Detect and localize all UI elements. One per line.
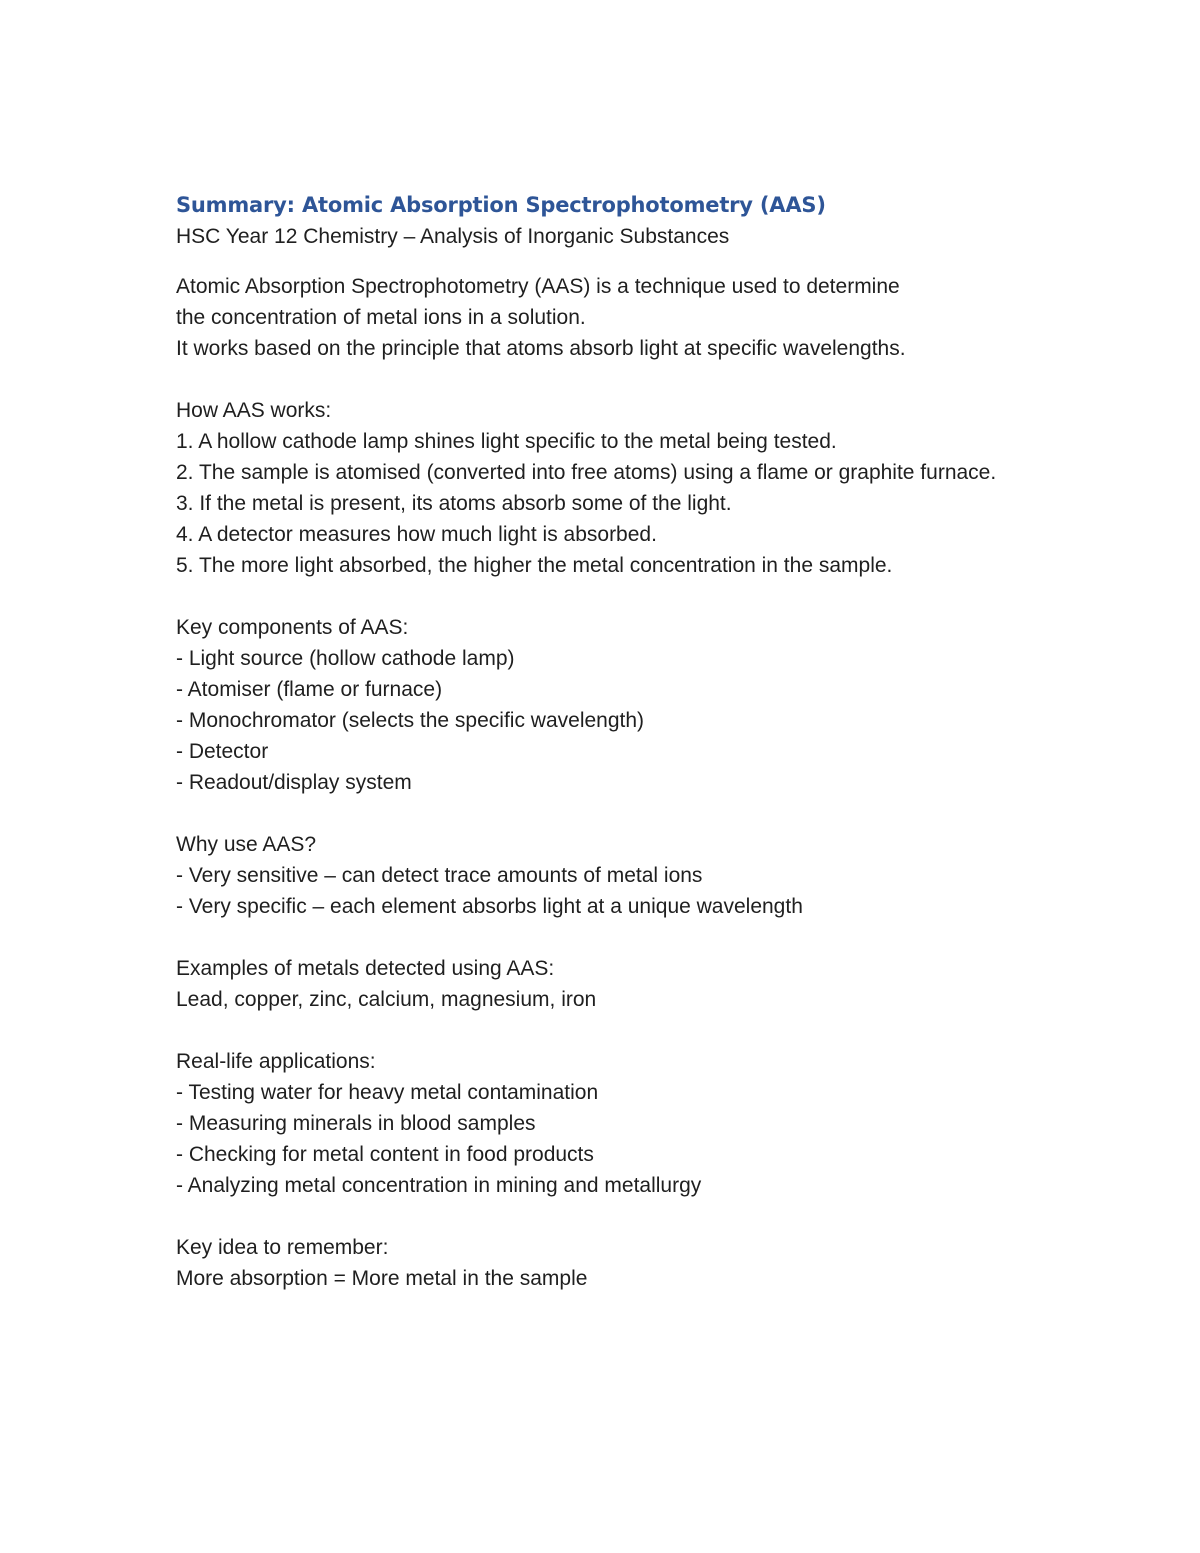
step-item: 4. A detector measures how much light is absorbed.	[176, 523, 657, 546]
section-heading-applications: Real-life applications:	[176, 1050, 376, 1073]
document-title: Summary: Atomic Absorption Spectrophotometry (AAS)	[176, 193, 826, 217]
examples-text: Lead, copper, zinc, calcium, magnesium, iron	[176, 988, 597, 1011]
application-item: - Testing water for heavy metal contamination	[176, 1081, 599, 1104]
component-item: - Light source (hollow cathode lamp)	[176, 647, 515, 670]
application-item: - Analyzing metal concentration in mining and metallurgy	[176, 1174, 702, 1197]
component-item: - Atomiser (flame or furnace)	[176, 678, 443, 701]
application-item: - Measuring minerals in blood samples	[176, 1112, 536, 1135]
step-item: 5. The more light absorbed, the higher the metal concentration in the sample.	[176, 554, 893, 577]
application-item: - Checking for metal content in food products	[176, 1143, 594, 1166]
step-item: 2. The sample is atomised (converted into free atoms) using a flame or graphite furnace.	[176, 461, 997, 484]
paragraph-gap	[176, 922, 1056, 953]
paragraph-gap	[176, 364, 1056, 395]
section-heading-key-idea: Key idea to remember:	[176, 1236, 389, 1259]
document-body	[176, 190, 1056, 1294]
intro-line: Atomic Absorption Spectrophotometry (AAS) is a technique used to determine	[176, 275, 900, 298]
intro-line: It works based on the principle that atoms absorb light at specific wavelengths.	[176, 337, 906, 360]
component-item: - Monochromator (selects the specific wavelength)	[176, 709, 645, 732]
paragraph-gap	[176, 1015, 1056, 1046]
document-subtitle: HSC Year 12 Chemistry – Analysis of Inorganic Substances	[176, 225, 730, 248]
step-item: 1. A hollow cathode lamp shines light specific to the metal being tested.	[176, 430, 837, 453]
section-heading-how-it-works: How AAS works:	[176, 399, 332, 422]
paragraph-gap	[176, 1201, 1056, 1232]
component-item: - Detector	[176, 740, 269, 763]
section-heading-components: Key components of AAS:	[176, 616, 409, 639]
paragraph-gap	[176, 798, 1056, 829]
step-item: 3. If the metal is present, its atoms absorb some of the light.	[176, 492, 732, 515]
component-item: - Readout/display system	[176, 771, 412, 794]
section-heading-examples: Examples of metals detected using AAS:	[176, 957, 555, 980]
paragraph-gap	[176, 581, 1056, 612]
section-heading-why-use: Why use AAS?	[176, 833, 317, 856]
key-idea-text: More absorption = More metal in the sample	[176, 1267, 588, 1290]
reason-item: - Very specific – each element absorbs light at a unique wavelength	[176, 895, 803, 918]
intro-line: the concentration of metal ions in a solution.	[176, 306, 586, 329]
reason-item: - Very sensitive – can detect trace amounts of metal ions	[176, 864, 703, 887]
